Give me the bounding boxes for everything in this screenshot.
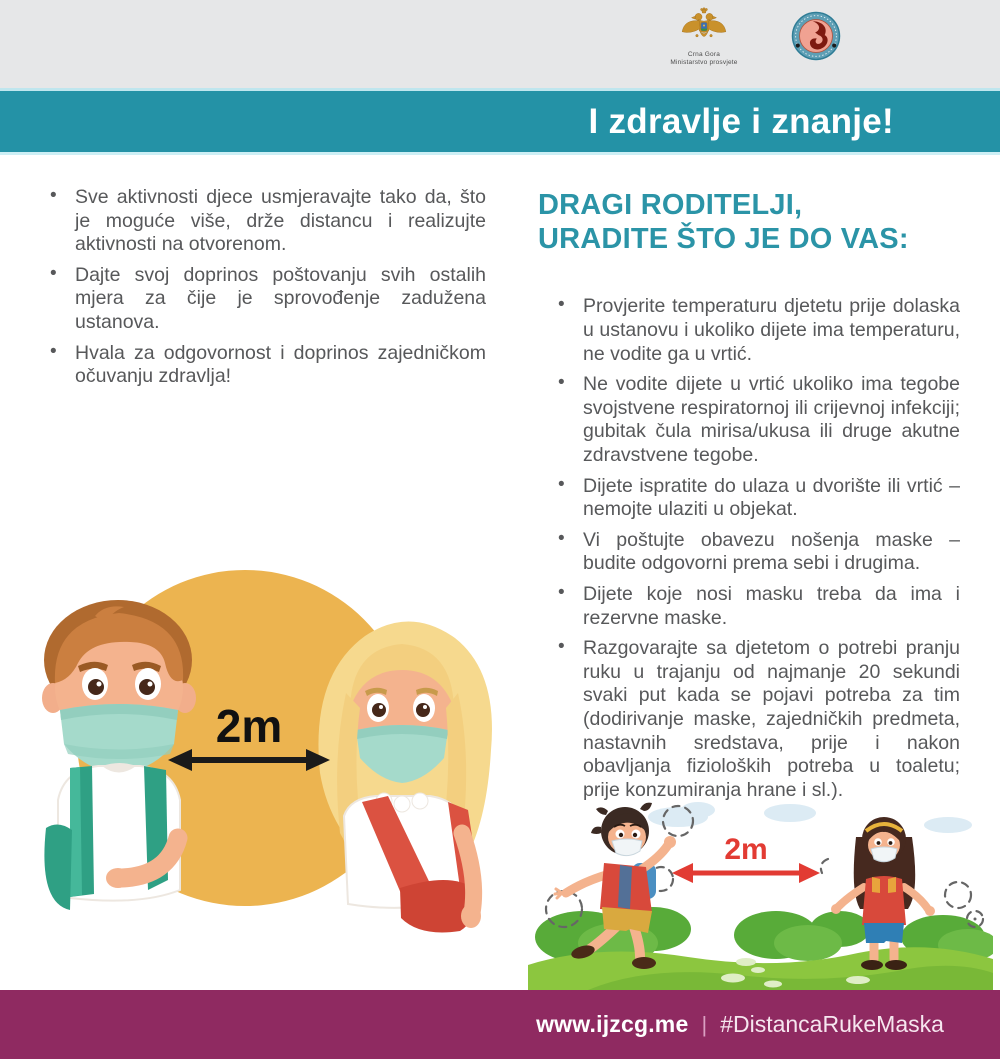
website-url: www.ijzcg.me (536, 1011, 689, 1037)
montenegro-coat-of-arms-logo (658, 7, 750, 67)
parent-guidance-list-left (48, 186, 486, 389)
list-item: • Vi poštujte obavezu nošenja maske – budite odgovorni prema sebi i drugima. (556, 529, 960, 576)
banner (0, 88, 1000, 155)
list-item: • Sve aktivnosti djece usmjeravajte tako da, što je moguće više, drže distancu i realizujte aktivnosti na otvorenom. (48, 186, 486, 257)
header (0, 0, 1000, 88)
hashtag: #DistancaRukeMaska (720, 1011, 944, 1037)
public-health-institute-seal-icon (790, 10, 842, 67)
coat-of-arms-icon (679, 7, 729, 49)
distance-illustration-outdoor-kids (528, 797, 993, 990)
list-item: • Provjerite temperaturu djetetu prije dolaska u ustanovu i ukoliko dijete ima temperaturu, ne vodite ga u vrtić. (556, 295, 960, 366)
parent-guidance-list-right (556, 295, 960, 802)
list-item: • Dajte svoj doprinos poštovanju svih ostalih mjera za čije je sprovođenje zadužena ustanova. (48, 264, 486, 335)
coat-of-arms-caption: Crna Gora Ministarstvo prosvjete (670, 51, 738, 67)
page-title: DRAGI RODITELJI, URADITE ŠTO JE DO VAS: (538, 189, 909, 256)
footer-separator: | (701, 1011, 708, 1037)
banner-title: I zdravlje i znanje! (588, 101, 894, 141)
list-item: • Razgovarajte sa djetetom o potrebi pranju ruku u trajanju od najmanje 20 sekundi svaki put kada se pojavi potreba za tim (dodirivanje maske, zajedničkih predmeta, nastavnih sredstava, prije i nakon obavljanja fizioloških potreba u toaletu; prije konzumiranja hrane i sl.). (556, 637, 960, 802)
distance-label-red: 2m (724, 833, 768, 866)
left-column (48, 186, 486, 396)
logo-group (658, 7, 842, 67)
list-item: • Dijete ispratite do ulaza u dvorište ili vrtić – nemojte ulaziti u objekat. (556, 475, 960, 522)
footer (0, 990, 1000, 1059)
list-item: • Hvala za odgovornost i doprinos zajedničkom očuvanju zdravlja! (48, 342, 486, 389)
distance-label-black: 2m (215, 700, 283, 752)
right-column (538, 188, 960, 809)
list-item: • Dijete koje nosi masku treba da ima i rezervne maske. (556, 583, 960, 630)
distance-illustration-masked-kids (10, 558, 505, 990)
list-item: • Ne vodite dijete u vrtić ukoliko ima tegobe svojstvene respiratornoj ili crijevnoj infekciji; gubitak čula mirisa/ukusa ili druge akutne zdravstvene tegobe. (556, 373, 960, 467)
